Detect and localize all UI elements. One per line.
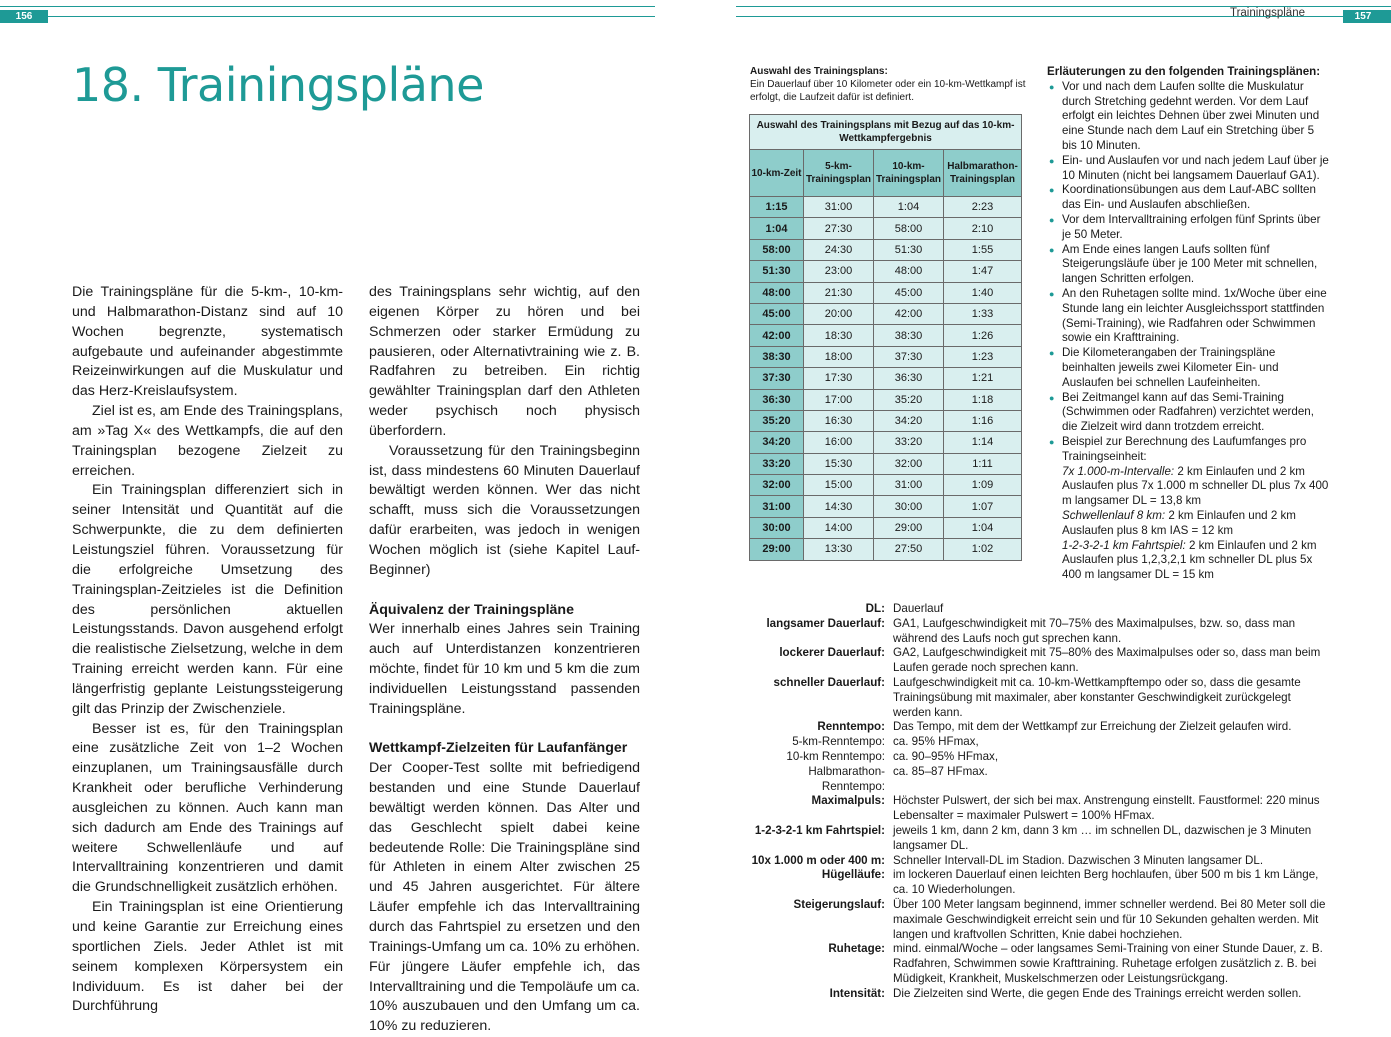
table-cell: 17:30 — [804, 368, 874, 389]
section-heading: Wettkampf-Zielzeiten für Laufanfänger — [369, 740, 628, 757]
table-row — [750, 539, 1022, 560]
table-row — [750, 346, 1022, 367]
explanation-item — [1047, 287, 1329, 346]
table-cell: 1:16 — [944, 410, 1022, 431]
table-cell: 1:09 — [944, 475, 1022, 496]
table-cell: 1:07 — [944, 496, 1022, 517]
table-cell-10km-time: 45:00 — [750, 303, 804, 324]
paragraph-gap — [369, 581, 640, 601]
bullet-icon: ● — [1049, 436, 1055, 447]
glossary-row — [748, 720, 1328, 735]
table-cell-10km-time: 35:20 — [750, 410, 804, 431]
example-text: 2 km Einlaufen und 2 km Auslaufen plus 8 km IAS = 12 km — [1062, 508, 1296, 537]
paragraph: Besser ist es, für den Trainingsplan eine zusätzliche Zeit von 1–2 Wochen einzuplanen, um Trainingsausfälle durch Krankheit oder berufliche Verhinderung ausgleichen zu können. Auch kann man sich dadurch am Ende des Trainings auf weitere Schwellenläufe und auf Intervalltraining konzentrieren und damit die Grundschnelligkeit zusätzlich erhöhen. — [72, 720, 343, 896]
glossary-definition: Laufgeschwindigkeit mit ca. 10-km-Wettkampftempo oder so, dass die gesamte Trainingsübung mit maximaler, aber konstanter Geschwindigkeit zurückgelegt werden kann. — [893, 675, 1301, 719]
table-cell: 37:30 — [874, 346, 944, 367]
table-cell: 29:00 — [874, 517, 944, 538]
table-cell-10km-time: 48:00 — [750, 282, 804, 303]
table-row — [750, 496, 1022, 517]
table-cell-10km-time: 32:00 — [750, 475, 804, 496]
explanations — [1047, 65, 1329, 583]
table-cell-10km-time: 42:00 — [750, 325, 804, 346]
paragraph-gap — [369, 720, 640, 740]
running-head: Trainingspläne — [1229, 7, 1305, 19]
table-cell: 27:50 — [874, 539, 944, 560]
glossary-term: DL: — [865, 602, 885, 615]
glossary-row — [748, 898, 1328, 942]
explanation-text: Am Ende eines langen Laufs sollten fünf Steigerungsläufe über je 100 Meter mit schnellen, langen Schritten erfolgen. — [1062, 242, 1318, 286]
glossary-definition: ca. 95% HFmax, — [893, 735, 979, 749]
table-cell: 14:00 — [804, 517, 874, 538]
table-cell: 14:30 — [804, 496, 874, 517]
paragraph: Ein Trainingsplan differenziert sich in seiner Intensität und Quantität auf die Schwerpunkte, die zu dem definierten Leistungsziel führen. Voraussetzung für die erfolgreiche Umsetzung des Trainingsplan-Zeitzieles ist die Definition des persönlichen aktuellen Leistungsstands. Davon ausgehend erfolgt die realistische Zielsetzung, welche in dem Training erreicht werden kann. Für eine längerfristig geplante Leistungssteigerung gilt das Prinzip der Zwischenziele. — [72, 482, 343, 717]
glossary-definition: Schneller Intervall-DL im Stadion. Dazwischen 3 Minuten langsamer DL. — [893, 853, 1264, 867]
table-cell: 1:40 — [944, 282, 1022, 303]
explanation-item — [1047, 213, 1329, 243]
glossary-term: Hügelläufe: — [821, 868, 885, 882]
table-cell-10km-time: 29:00 — [750, 539, 804, 560]
table-cell: 51:30 — [874, 239, 944, 260]
glossary-term: 1-2-3-2-1 km Fahrtspiel: — [754, 823, 885, 837]
bullet-icon: ● — [1049, 185, 1055, 196]
glossary-term: 5-km-Renntempo: — [792, 735, 885, 749]
table-row — [750, 325, 1022, 346]
glossary-row — [748, 794, 1328, 824]
glossary-term: Halbmarathon-Renntempo: — [808, 764, 885, 793]
table-cell-10km-time: 30:00 — [750, 517, 804, 538]
table-cell-10km-time: 38:30 — [750, 346, 804, 367]
table-cell: 15:30 — [804, 453, 874, 474]
table-cell: 24:30 — [804, 239, 874, 260]
glossary-row — [748, 765, 1328, 795]
glossary-row — [748, 617, 1328, 647]
glossary-term: 10-km Renntempo: — [786, 749, 885, 763]
bullet-icon: ● — [1049, 288, 1055, 299]
glossary-definition: ca. 90–95% HFmax, — [893, 749, 999, 763]
table-cell: 1:04 — [944, 517, 1022, 538]
table-cell: 36:30 — [874, 368, 944, 389]
glossary-definition: im lockeren Dauerlauf einen leichten Berg hochlaufen, über 500 m bis 1 km Länge, ca. 10 Wiederholungen. — [893, 868, 1319, 897]
glossary — [748, 602, 1328, 1002]
example-text: 2 km Einlaufen und 2 km Auslaufen plus 7x 1.000 m schneller DL plus 7x 400 m langsamer DL = 13,8 km — [1062, 464, 1329, 508]
table-row — [750, 410, 1022, 431]
glossary-row — [748, 868, 1328, 898]
glossary-row — [748, 735, 1328, 750]
glossary-row — [748, 750, 1328, 765]
table-cell: 31:00 — [874, 475, 944, 496]
glossary-row — [748, 824, 1328, 854]
glossary-term: Intensität: — [829, 986, 885, 1000]
plan-selection-table — [749, 114, 1022, 561]
table-cell: 1:26 — [944, 325, 1022, 346]
paragraph: Wer innerhalb eines Jahres sein Training auch auf Unterdistanzen konzentrieren möchte, findet für 10 km und 5 km die zum individuellen Leistungsstand passenden Trainingspläne. — [369, 621, 640, 717]
paragraph: Der Cooper-Test sollte mit befriedigend bestanden und eine Stunde Dauerlauf bewältigt werden können. Das Alter und das Geschlecht spielt dabei keine bedeutende Rolle: Die Trainingspläne sind für Athleten in einem Alter zwischen 25 und 45 Jahren ausgerichtet. Für ältere Läufer empfehle ich das Intervalltraining durch das Fahrtspiel zu ersetzen und den Trainings-Umfang um ca. 10% zu erhöhen. Für jüngere Läufer empfehle ich, das Intervalltraining und die Tempoläufe um ca. 10% auszubauen und den Umfang um ca. 10% zu reduzieren. — [369, 760, 640, 1035]
bullet-icon: ● — [1049, 348, 1055, 359]
table-cell: 33:20 — [874, 432, 944, 453]
explanation-item — [1047, 346, 1329, 390]
explanation-text: Die Kilometerangaben der Trainingspläne beinhalten jeweils zwei Kilometer Ein- und Auslaufen bei schnellen Laufeinheiten. — [1062, 346, 1279, 389]
table-cell: 18:30 — [804, 325, 874, 346]
example-label: 1-2-3-2-1 km Fahrtspiel: — [1062, 538, 1186, 552]
table-cell: 35:20 — [874, 389, 944, 410]
example — [1062, 509, 1329, 539]
section-heading: Äquivalenz der Trainingspläne — [369, 601, 574, 618]
table-cell: 58:00 — [874, 218, 944, 239]
table-row — [750, 239, 1022, 260]
table-cell: 16:00 — [804, 432, 874, 453]
plan-selection-title: Auswahl des Trainingsplans: — [750, 66, 888, 77]
glossary-definition: Dauerlauf — [893, 602, 944, 615]
table-cell: 1:47 — [944, 261, 1022, 282]
table-cell: 1:18 — [944, 389, 1022, 410]
body-column-2 — [369, 283, 640, 1037]
explanation-item — [1047, 435, 1329, 583]
explanation-item — [1047, 243, 1329, 287]
table-cell: 13:30 — [804, 539, 874, 560]
table-cell: 34:20 — [874, 410, 944, 431]
paragraph: Voraussetzung für den Trainingsbeginn ist, dass mindestens 60 Minuten Dauerlauf bewältigt werden können. Wer das nicht schafft, muss sich die Voraussetzungen dafür erarbeiten, was jedoch in wenigen Wochen möglich ist (siehe Kapitel Lauf-Beginner) — [369, 442, 640, 578]
explanation-text: An den Ruhetagen sollte mind. 1x/Woche über eine Stunde lang ein leichter Ausgleichssport stattfinden (Semi-Training), wie Radfahren oder Schwimmen sowie ein Krafttraining. — [1062, 286, 1327, 345]
table-cell: 17:00 — [804, 389, 874, 410]
explanation-item — [1047, 154, 1329, 184]
bullet-icon: ● — [1049, 392, 1055, 403]
glossary-row — [748, 676, 1328, 720]
glossary-definition: mind. einmal/Woche – oder langsames Semi-Training von einer Stunde Dauer, z. B. Radfahren, Schwimmen sowie Krafttraining. Ruhetage erfolgen zusätzlich z. B. bei Müdigkeit, Krankheit, Muskelschmerzen oder Leistungsrückgang. — [893, 942, 1323, 985]
explanation-text: Vor und nach dem Laufen sollte die Muskulatur durch Stretching gedehnt werden. Vor dem Lauf erfolgt ein leichtes Dehnen über zwei Minuten und eine Stunde nach dem Lauf ein Stretching über 5 bis 10 Minuten. — [1062, 79, 1320, 152]
bullet-icon: ● — [1049, 244, 1055, 255]
table-cell: 38:30 — [874, 325, 944, 346]
glossary-definition: Höchster Pulswert, der sich bei max. Anstrengung einstellt. Faustformel: 220 minus Lebensalter = maximaler Pulswert = 100% HFmax. — [893, 794, 1320, 823]
table-cell: 1:55 — [944, 239, 1022, 260]
plan-selection-text: Ein Dauerlauf über 10 Kilometer oder ein 10-km-Wettkampf ist erfolgt, die Laufzeit dafür ist definiert. — [750, 79, 1026, 103]
table-cell: 27:30 — [804, 218, 874, 239]
table-cell-10km-time: 34:20 — [750, 432, 804, 453]
glossary-term: 10x 1.000 m oder 400 m: — [751, 853, 885, 867]
explanations-title: Erläuterungen zu den folgenden Trainingsplänen: — [1047, 65, 1321, 78]
glossary-definition: GA2, Laufgeschwindigkeit mit 75–80% des Maximalpulses oder so, dass man beim Laufen gerade noch sprechen kann. — [893, 646, 1321, 675]
table-cell-10km-time: 1:15 — [750, 197, 804, 218]
glossary-term: Renntempo: — [817, 720, 885, 734]
paragraph: Die Trainingspläne für die 5-km-, 10-km- und Halbmarathon-Distanz sind auf 10 Wochen begrenzte, systematisch aufgebaute und aufeinander abgestimmte Reizeinwirkungen auf die Muskulatur und das Herz-Kreislaufsystem. — [72, 284, 343, 400]
table-cell: 30:00 — [874, 496, 944, 517]
glossary-row — [748, 646, 1328, 676]
table-row — [750, 517, 1022, 538]
table-cell: 1:21 — [944, 368, 1022, 389]
table-cell-10km-time: 37:30 — [750, 368, 804, 389]
table-cell: 48:00 — [874, 261, 944, 282]
bullet-icon: ● — [1049, 81, 1055, 92]
table-caption: Auswahl des Trainingsplans mit Bezug auf das 10-km-Wettkampfergebnis — [750, 115, 1022, 150]
table-cell: 20:00 — [804, 303, 874, 324]
top-rule-left — [0, 6, 655, 7]
table-cell: 21:30 — [804, 282, 874, 303]
table-cell-10km-time: 1:04 — [750, 218, 804, 239]
explanations-list — [1047, 80, 1329, 583]
explanation-item — [1047, 80, 1329, 154]
table-row — [750, 282, 1022, 303]
table-row — [750, 368, 1022, 389]
glossary-term: schneller Dauerlauf: — [773, 675, 885, 689]
table-cell: 31:00 — [804, 197, 874, 218]
table-cell: 1:02 — [944, 539, 1022, 560]
table-cell-10km-time: 31:00 — [750, 496, 804, 517]
table-cell: 32:00 — [874, 453, 944, 474]
table-cell: 23:00 — [804, 261, 874, 282]
table-cell: 1:11 — [944, 453, 1022, 474]
table-cell-10km-time: 33:20 — [750, 453, 804, 474]
table-row — [750, 453, 1022, 474]
table-row — [750, 303, 1022, 324]
table-cell: 15:00 — [804, 475, 874, 496]
body-column-1 — [72, 283, 343, 1017]
table-cell-10km-time: 36:30 — [750, 389, 804, 410]
table-cell: 1:33 — [944, 303, 1022, 324]
table-cell: 1:14 — [944, 432, 1022, 453]
glossary-definition: GA1, Laufgeschwindigkeit mit 70–75% des Maximalpulses, bzw. so, dass man während des Laufs noch gut sprechen kann. — [893, 616, 1296, 645]
glossary-definition: Die Zielzeiten sind Werte, die gegen Ende des Trainings erreicht werden sollen. — [893, 986, 1302, 1000]
chapter-title: 18. Trainingspläne — [72, 58, 484, 112]
table-cell: 42:00 — [874, 303, 944, 324]
plan-selection-intro — [750, 65, 1030, 104]
glossary-term: Ruhetage: — [828, 942, 885, 956]
table-row — [750, 432, 1022, 453]
glossary-row — [748, 854, 1328, 869]
table-row — [750, 389, 1022, 410]
glossary-definition: jeweils 1 km, dann 2 km, dann 3 km … im schnellen DL, dazwischen je 3 Minuten langsamer DL. — [893, 823, 1312, 852]
explanation-text: Ein- und Auslaufen vor und nach jedem Lauf über je 10 Minuten (nicht bei langsamem Dauerlauf GA1). — [1062, 153, 1329, 182]
glossary-definition: ca. 85–87 HFmax. — [893, 764, 988, 778]
example — [1062, 465, 1329, 509]
paragraph: des Trainingsplans sehr wichtig, auf den eigenen Körper zu hören und bei Schmerzen oder starker Ermüdung zu pausieren, oder Alternativtraining wie z. B. Radfahren zu betreiben. Ein richtig gewählter Trainingsplan darf den Athleten weder psychisch noch physisch überfordern. — [369, 284, 640, 439]
table-cell: 45:00 — [874, 282, 944, 303]
example-label: 7x 1.000-m-Intervalle: — [1062, 464, 1175, 478]
example-text: 2 km Einlaufen und 2 km Auslaufen plus 1,2,3,2,1 km schneller DL plus 5x 400 m langsamer DL = 15 km — [1062, 538, 1317, 582]
page-number-right: 157 — [1354, 11, 1372, 22]
glossary-term: Maximalpuls: — [811, 794, 885, 808]
table-cell: 1:04 — [874, 197, 944, 218]
glossary-term: Steigerungslauf: — [793, 897, 885, 911]
glossary-term: langsamer Dauerlauf: — [766, 616, 885, 630]
explanation-text: Koordinationsübungen aus dem Lauf-ABC sollten das Ein- und Auslaufen abschließen. — [1062, 183, 1316, 212]
table-cell: 2:23 — [944, 197, 1022, 218]
table-header: 10-km-Trainingsplan — [874, 150, 944, 197]
table-cell: 2:10 — [944, 218, 1022, 239]
table-row — [750, 475, 1022, 496]
glossary-row — [748, 602, 1328, 617]
example — [1062, 539, 1329, 583]
explanation-text: Bei Zeitmangel kann auf das Semi-Training (Schwimmen oder Radfahren) verzichtet werden, die Zielzeit wird dann trotzdem erreicht. — [1062, 390, 1314, 434]
table-cell: 16:30 — [804, 410, 874, 431]
explanation-item — [1047, 391, 1329, 435]
bullet-icon: ● — [1049, 214, 1055, 225]
table-row — [750, 261, 1022, 282]
table-cell-10km-time: 51:30 — [750, 261, 804, 282]
table-cell-10km-time: 58:00 — [750, 239, 804, 260]
explanation-text: Beispiel zur Berechnung des Laufumfanges pro Trainingseinheit: — [1062, 434, 1307, 463]
table-header: Halbmarathon-Trainingsplan — [944, 150, 1022, 197]
glossary-definition: Das Tempo, mit dem der Wettkampf zur Erreichung der Zielzeit gelaufen wird. — [893, 720, 1292, 734]
example-label: Schwellenlauf 8 km: — [1062, 508, 1166, 522]
table-row — [750, 197, 1022, 218]
glossary-row — [748, 942, 1328, 986]
bullet-icon: ● — [1049, 155, 1055, 166]
paragraph: Ein Trainingsplan ist eine Orientierung und keine Garantie zur Erreichung eines sportlichen Ziels. Jeder Athlet ist mit seinem komplexen Körpersystem ein Individuum. Es ist daher bei der Durchführung — [72, 899, 343, 1015]
table-header: 10-km-Zeit — [750, 150, 804, 197]
table-cell: 18:00 — [804, 346, 874, 367]
table-header: 5-km-Trainingsplan — [804, 150, 874, 197]
page-number-left: 156 — [15, 11, 33, 22]
glossary-row — [748, 987, 1328, 1002]
table-row — [750, 218, 1022, 239]
glossary-term: lockerer Dauerlauf: — [779, 646, 885, 660]
paragraph: Ziel ist es, am Ende des Trainingsplans, am »Tag X« des Wettkampfs, die auf den Trainingsplan bezogene Zielzeit zu erreichen. — [72, 403, 343, 479]
explanation-text: Vor dem Intervalltraining erfolgen fünf Sprints über je 50 Meter. — [1062, 212, 1321, 241]
explanation-item — [1047, 183, 1329, 213]
glossary-definition: Über 100 Meter langsam beginnend, immer schneller werdend. Bei 80 Meter soll die maximale Geschwindigkeit erreicht sein und für 10 Sekunden gehalten werden. Mit langen und kraftvollen Schritten, Knie dabei hochziehen. — [893, 897, 1326, 941]
table-cell: 1:23 — [944, 346, 1022, 367]
header-rule-left — [48, 16, 655, 17]
